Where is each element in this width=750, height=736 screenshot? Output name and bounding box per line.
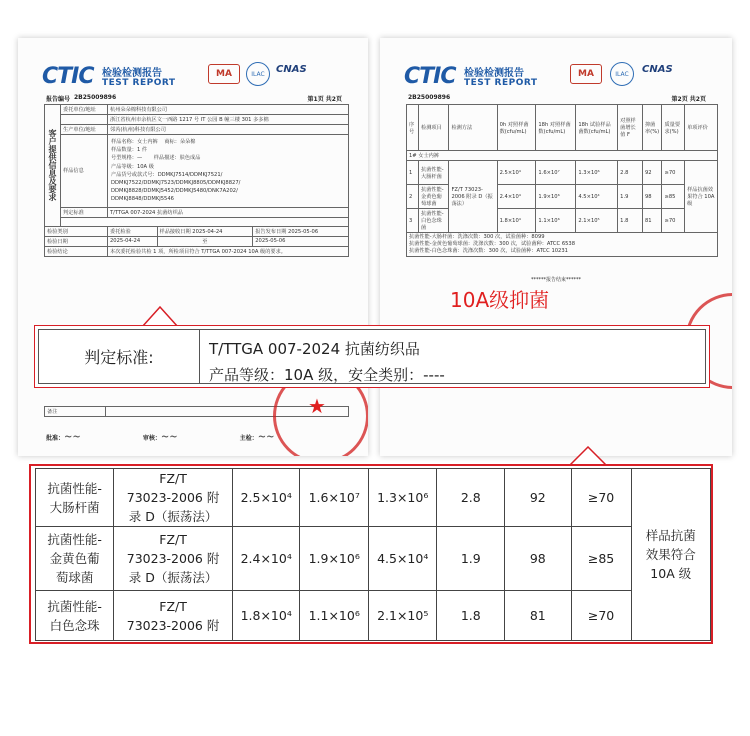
zoom-item-l3: 萄球菌 <box>55 570 94 585</box>
table-row <box>407 161 718 185</box>
period-end: 2025-05-06 <box>253 236 349 246</box>
zoom-v18: 1.9×10⁶ <box>300 527 369 591</box>
cell-r: 98 <box>642 185 661 209</box>
zoom-item <box>36 469 114 527</box>
cell-item: 抗菌性能-白色念珠菌 <box>419 209 449 233</box>
standard-callout <box>34 325 710 388</box>
producer: 邻芮(杭州)科技有限公司 <box>108 125 349 135</box>
report-end: ******报告结束****** <box>530 277 581 283</box>
zoom-q: ≥70 <box>571 591 631 641</box>
note-1: 抗菌性能-大肠杆菌：洗涤次数：300 次，试验菌种：8099 <box>409 234 545 240</box>
cell-v0: 2.4×10⁴ <box>497 185 536 209</box>
sign-review: 审核： <box>142 435 161 442</box>
cnas-mark-2: CNAS <box>642 64 673 75</box>
period-to: 至 <box>157 236 253 246</box>
client-label: 委托单位/地址 <box>61 105 108 115</box>
producer-label: 生产单位/地址 <box>61 125 108 135</box>
zoom-r: 81 <box>505 591 572 641</box>
cell-q: ≥70 <box>662 161 685 185</box>
col-header-8: 质量要求(%) <box>662 105 685 151</box>
sample-state: 样品描述：肤色成品 <box>153 155 201 162</box>
zoom-item <box>36 527 114 591</box>
report-title-en-2: TEST REPORT <box>464 78 538 88</box>
zoom-v18: 1.1×10⁶ <box>300 591 369 641</box>
standard-value: T/TTGA 007-2024 抗菌纺织品 <box>108 207 349 217</box>
side-heading: 客户提供信息及要求 <box>45 105 61 227</box>
cell-q: ≥70 <box>662 209 685 233</box>
ctic-logo-2: CTIC <box>404 64 456 89</box>
zoom-m3: 录 D（振荡法） <box>128 509 218 524</box>
zoom-r: 92 <box>505 469 572 527</box>
cell-v0: 1.8×10⁴ <box>497 209 536 233</box>
zoom-item-l1: 抗菌性能- <box>47 532 102 547</box>
standard-callout-inner <box>38 329 706 384</box>
report-page-1 <box>18 38 368 456</box>
zoom-m2: 73023-2006 附 <box>126 617 220 633</box>
callout-standard-label: 判定标准: <box>39 330 200 383</box>
zoom-m3: 录 D（振荡法） <box>128 570 218 585</box>
zoom-v0: 2.5×10⁴ <box>232 469 300 527</box>
issued-label: 报告发布日期 <box>255 228 287 235</box>
sample-name: 样品名称：女士内裤 <box>111 139 158 145</box>
client-name: 杭州朵朵棉科技有限公司 <box>108 105 349 115</box>
received-label: 样品接收日期 <box>159 228 191 235</box>
callout-pointer-2 <box>568 446 608 466</box>
period-start: 2025-04-24 <box>108 236 158 246</box>
note-2: 抗菌性能-金黄色葡萄球菌：洗涤次数：300 次，试验菌种：ATCC 6538 <box>409 241 576 247</box>
cell-item: 抗菌性能-金黄色葡萄球菌 <box>419 185 449 209</box>
cell-v18: 1.6×10⁷ <box>536 161 576 185</box>
col-header-0: 序号 <box>407 105 419 151</box>
standard-label: 判定标准 <box>61 207 108 217</box>
report-no: 2B25009896 <box>74 94 117 101</box>
ctic-logo: CTIC <box>42 64 94 89</box>
col-header-6: 对照样菌增长值 F <box>618 105 643 151</box>
zoom-f: 1.9 <box>437 527 505 591</box>
zoom-f: 2.8 <box>437 469 505 527</box>
col-header-2: 检测方法 <box>449 105 497 151</box>
signatures: 批准：~~ 审核：~~ 主检：~~ <box>46 432 275 443</box>
cell-v18: 1.1×10⁶ <box>536 209 576 233</box>
callout-grade-text: 产品等级：10A 级，安全类别：---- <box>209 366 445 384</box>
received-date: 2025-04-24 <box>192 228 223 235</box>
sample-grade: 产品等级：10A 级 <box>111 163 154 170</box>
zoom-vs: 2.1×10⁵ <box>368 591 437 641</box>
zoom-v0: 1.8×10⁴ <box>232 591 300 641</box>
zoom-item-l2: 金黄色葡 <box>49 551 100 566</box>
zoom-verdict <box>631 469 710 641</box>
zoom-method <box>114 469 233 527</box>
report-no-label: 报告编号 <box>46 96 71 103</box>
zoom-m2: 73023-2006 附 <box>126 551 220 566</box>
sign-approve: 批准： <box>46 435 65 442</box>
remark-label: 备注 <box>45 407 106 417</box>
col-header-3: 0h 对照样菌数(cfu/mL) <box>497 105 536 151</box>
cell-no: 2 <box>407 185 419 209</box>
cell-r: 81 <box>642 209 661 233</box>
zoom-verdict-l1: 样品抗菌 <box>645 528 696 543</box>
sample-no-4: DDMKJ8848/DDMKJ5546 <box>111 196 174 203</box>
zoom-method <box>114 591 233 641</box>
col-header-9: 单项评价 <box>685 105 718 151</box>
zoom-item-l2: 白色念珠 <box>49 617 100 633</box>
zoom-item-l1: 抗菌性能- <box>47 480 102 496</box>
table-row <box>36 469 711 527</box>
cnas-mark: CNAS <box>276 64 307 75</box>
cell-item: 抗菌性能-大肠杆菌 <box>419 161 449 185</box>
zoom-q: ≥70 <box>571 469 631 527</box>
zoom-v0: 2.4×10⁴ <box>232 527 300 591</box>
sample-spec: 号型规格：— <box>111 155 143 162</box>
period-label: 检验日期 <box>45 236 108 246</box>
cell-q: ≥85 <box>662 185 685 209</box>
zoom-item <box>36 591 114 641</box>
zoom-item-l1: 抗菌性能- <box>47 598 102 614</box>
cell-vs: 2.1×10⁵ <box>576 209 618 233</box>
conclusion-label: 检验结论 <box>45 246 108 256</box>
cell-f: 2.8 <box>618 161 643 185</box>
cell-vs: 4.5×10⁴ <box>576 185 618 209</box>
cell-r: 92 <box>642 161 661 185</box>
page-number-2: 第2页 共2页 <box>671 96 706 103</box>
sample-no-2: DDMKJ7522/DDMKJ7523/DDMKJ8805/DDMKJ8827/ <box>111 180 241 187</box>
zoom-verdict-l3: 10A 级 <box>650 566 692 581</box>
cell-f: 1.9 <box>618 185 643 209</box>
ilac-mark-icon-2: ILAC <box>610 62 634 86</box>
zoom-v18: 1.6×10⁷ <box>300 469 369 527</box>
zoom-r: 98 <box>505 527 572 591</box>
zoom-method <box>114 527 233 591</box>
cell-verdict: 样品抗菌效果符合 10A 级 <box>685 161 718 233</box>
sample-group: 1# 女士内裤 <box>407 151 718 161</box>
conclusion: 本次委托检验共检 1 项，所检项目符合 T/TTGA 007-2024 10A 级的要求。 <box>108 246 349 256</box>
report-info-table <box>44 104 349 257</box>
zoom-m1: FZ/T <box>159 598 187 614</box>
cell-v18: 1.9×10⁶ <box>536 185 576 209</box>
client-address: 浙江省杭州市余杭区文一西路 1217 号 IT 公园 B 幢三楼 301 多多棉 <box>108 115 349 125</box>
test-type-label: 检验类别 <box>45 226 108 236</box>
cell-no: 3 <box>407 209 419 233</box>
callout-caption: 10A级抑菌 <box>450 288 550 312</box>
report-title-cn-2: 检验检测报告 <box>464 68 524 79</box>
results-callout <box>29 464 713 644</box>
report-page-2 <box>380 38 732 456</box>
report-title-cn: 检验检测报告 <box>102 68 162 79</box>
cell-f: 1.8 <box>618 209 643 233</box>
sample-info <box>108 135 349 208</box>
zoom-m1: FZ/T <box>159 532 187 547</box>
sign-main: 主检： <box>239 435 258 442</box>
cell-method: FZ/T 73023-2006 附录 D（振荡法） <box>449 161 497 233</box>
test-type: 委托检验 <box>108 226 158 236</box>
zoom-m2: 73023-2006 附 <box>126 490 220 505</box>
col-header-7: 抑菌率(%) <box>642 105 661 151</box>
col-header-4: 18h 对照样菌数(cfu/mL) <box>536 105 576 151</box>
cell-v0: 2.5×10⁴ <box>497 161 536 185</box>
report-no-2: 2B25009896 <box>408 94 451 101</box>
cell-vs: 1.3×10⁶ <box>576 161 618 185</box>
zoom-m1: FZ/T <box>159 471 187 486</box>
zoom-item-l2: 大肠杆菌 <box>49 499 100 515</box>
callout-standard-text: T/TTGA 007-2024 抗菌纺织品 <box>209 340 420 358</box>
seal-star-icon: ★ <box>308 394 326 418</box>
ma-mark: MA <box>208 64 240 84</box>
sample-no-1: 产品货号或款式号：DDMKJ7514/DDMKJ7521/ <box>111 171 223 178</box>
col-header-1: 检测项目 <box>419 105 449 151</box>
zoom-vs: 1.3×10⁶ <box>368 469 437 527</box>
note-3: 抗菌性能-白色念珠菌：洗涤次数：300 次，试验菌种：ATCC 10231 <box>409 248 568 254</box>
cell-no: 1 <box>407 161 419 185</box>
sample-trademark: 商标：朵朵棉 <box>164 139 196 145</box>
issued-date: 2025-05-06 <box>288 228 319 235</box>
zoom-q: ≥85 <box>571 527 631 591</box>
report-title-en: TEST REPORT <box>102 78 176 88</box>
table-notes <box>407 233 718 257</box>
zoom-vs: 4.5×10⁴ <box>368 527 437 591</box>
sample-no-3: DDMKJ8828/DDMKJ5452/DDMKJ5480/DNK7A202/ <box>111 188 238 195</box>
col-header-5: 18h 试验样品菌数(cfu/mL) <box>576 105 618 151</box>
page-number: 第1页 共2页 <box>307 96 342 103</box>
table-row <box>36 591 711 641</box>
sample-count: 样品数量：1 件 <box>111 147 148 154</box>
zoom-f: 1.8 <box>437 591 505 641</box>
sample-info-label: 样品信息 <box>61 135 108 208</box>
results-table-small <box>406 104 718 257</box>
zoom-verdict-l2: 效果符合 <box>645 547 696 562</box>
table-row <box>36 527 711 591</box>
ma-mark-2: MA <box>570 64 602 84</box>
ilac-mark-icon: ILAC <box>246 62 270 86</box>
results-zoom-table <box>35 468 711 641</box>
